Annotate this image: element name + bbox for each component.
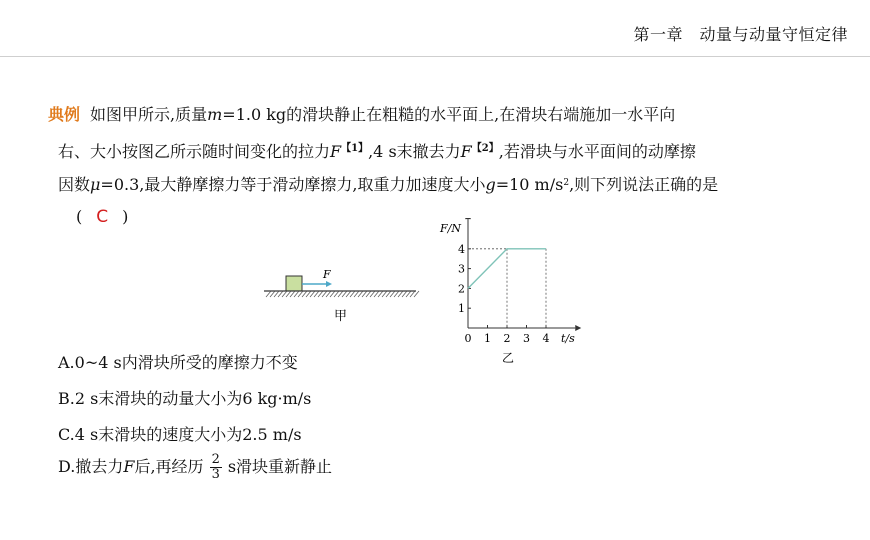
ground-hatching	[266, 291, 419, 297]
reference-mark-1: 【1】	[341, 143, 369, 154]
hatch-line	[298, 291, 303, 297]
hatch-line	[338, 291, 343, 297]
hatch-line	[386, 291, 391, 297]
y-tick-label: 1	[458, 302, 465, 316]
hatch-line	[314, 291, 319, 297]
hatch-line	[274, 291, 279, 297]
hatch-line	[282, 291, 287, 297]
q-text: ,若滑块与水平面间的动摩擦	[498, 142, 696, 161]
hatch-line	[306, 291, 311, 297]
y-tick-label: 3	[458, 262, 465, 276]
hatch-line	[410, 291, 415, 297]
hatch-line	[278, 291, 283, 297]
hatch-line	[394, 291, 399, 297]
x-tick-label: 3	[523, 332, 530, 345]
hatch-line	[294, 291, 299, 297]
force-label: F	[323, 268, 331, 281]
hatch-line	[414, 291, 419, 297]
hatch-line	[286, 291, 291, 297]
answer-letter: C	[96, 207, 109, 227]
paren-close: )	[122, 207, 129, 226]
answer-bracket	[76, 206, 128, 228]
x-tick-label: 4	[542, 332, 550, 345]
chart-caption: 乙	[502, 351, 515, 365]
var-F: F	[123, 457, 135, 476]
q-text: 如图甲所示,质量	[90, 105, 208, 124]
opt-text: D.撤去力	[58, 457, 124, 476]
option-a: A.0~4 s内滑块所受的摩擦力不变	[58, 353, 298, 372]
superscript-2: 2	[563, 178, 570, 188]
question-line-2	[58, 138, 696, 163]
hatch-line	[326, 291, 331, 297]
q-text: 因数	[58, 175, 91, 194]
hatch-line	[270, 291, 275, 297]
hatch-line	[318, 291, 323, 297]
hatch-line	[358, 291, 363, 297]
hatch-line	[342, 291, 347, 297]
var-mu: μ	[90, 175, 101, 194]
q-text: =1.0 kg的滑块静止在粗糙的水平面上,在滑块右端施加一水平向	[222, 105, 676, 124]
hatch-line	[406, 291, 411, 297]
figure-yi-chart	[432, 218, 582, 370]
fraction-numerator: 2	[211, 452, 220, 467]
caption-jia: 甲	[334, 309, 348, 324]
hatch-line	[266, 291, 271, 297]
q-text: 右、大小按图乙所示随时间变化的拉力	[58, 142, 331, 161]
opt-text: 后,再经历	[134, 457, 204, 476]
fraction-denominator: 3	[211, 467, 220, 482]
x-axis-arrow	[575, 325, 581, 331]
q-text: ,则下列说法正确的是	[569, 175, 719, 194]
hatch-line	[302, 291, 307, 297]
var-m: m	[207, 105, 223, 124]
force-arrowhead	[326, 281, 332, 287]
x-tick-label: 1	[484, 332, 491, 345]
y-tick-label: 2	[458, 282, 465, 296]
var-g: g	[485, 175, 496, 194]
hatch-line	[362, 291, 367, 297]
hatch-line	[374, 291, 379, 297]
hatch-line	[366, 291, 371, 297]
q-text: =0.3,最大静摩擦力等于滑动摩擦力,取重力加速度大小	[100, 175, 486, 194]
hatch-line	[290, 291, 295, 297]
option-d	[58, 452, 332, 482]
var-F: F	[330, 142, 342, 161]
q-text: =10 m/s	[495, 175, 564, 194]
question-line-1	[48, 104, 675, 126]
x-tick-label: 2	[503, 332, 511, 345]
chart-ylabel: F/N	[440, 222, 461, 235]
header-divider	[0, 56, 870, 57]
q-text: ,4 s末撤去力	[368, 142, 461, 161]
option-b: B.2 s末滑块的动量大小为6 kg·m/s	[58, 389, 312, 408]
hatch-line	[310, 291, 315, 297]
hatch-line	[390, 291, 395, 297]
reference-mark-2: 【2】	[471, 143, 499, 154]
hatch-line	[334, 291, 339, 297]
example-tag: 典例	[48, 105, 81, 124]
x-tick-label: 0	[464, 332, 472, 345]
fraction-two-thirds	[210, 453, 222, 482]
hatch-line	[402, 291, 407, 297]
hatch-line	[370, 291, 375, 297]
hatch-line	[378, 291, 383, 297]
hatch-line	[322, 291, 327, 297]
block	[286, 276, 302, 291]
chapter-title: 第一章 动量与动量守恒定律	[633, 25, 848, 44]
chart-xlabel: t/s	[561, 332, 575, 345]
hatch-line	[354, 291, 359, 297]
hatch-line	[382, 291, 387, 297]
question-line-3	[58, 172, 718, 196]
hatch-line	[350, 291, 355, 297]
y-tick-label: 4	[458, 242, 465, 256]
var-F: F	[460, 142, 472, 161]
y-axis-arrow	[465, 218, 471, 219]
option-c: C.4 s末滑块的速度大小为2.5 m/s	[58, 425, 302, 444]
hatch-line	[346, 291, 351, 297]
figure-jia	[260, 262, 420, 332]
hatch-line	[330, 291, 335, 297]
paren-open: (	[76, 207, 83, 226]
hatch-line	[398, 291, 403, 297]
opt-text: s滑块重新静止	[227, 457, 333, 476]
